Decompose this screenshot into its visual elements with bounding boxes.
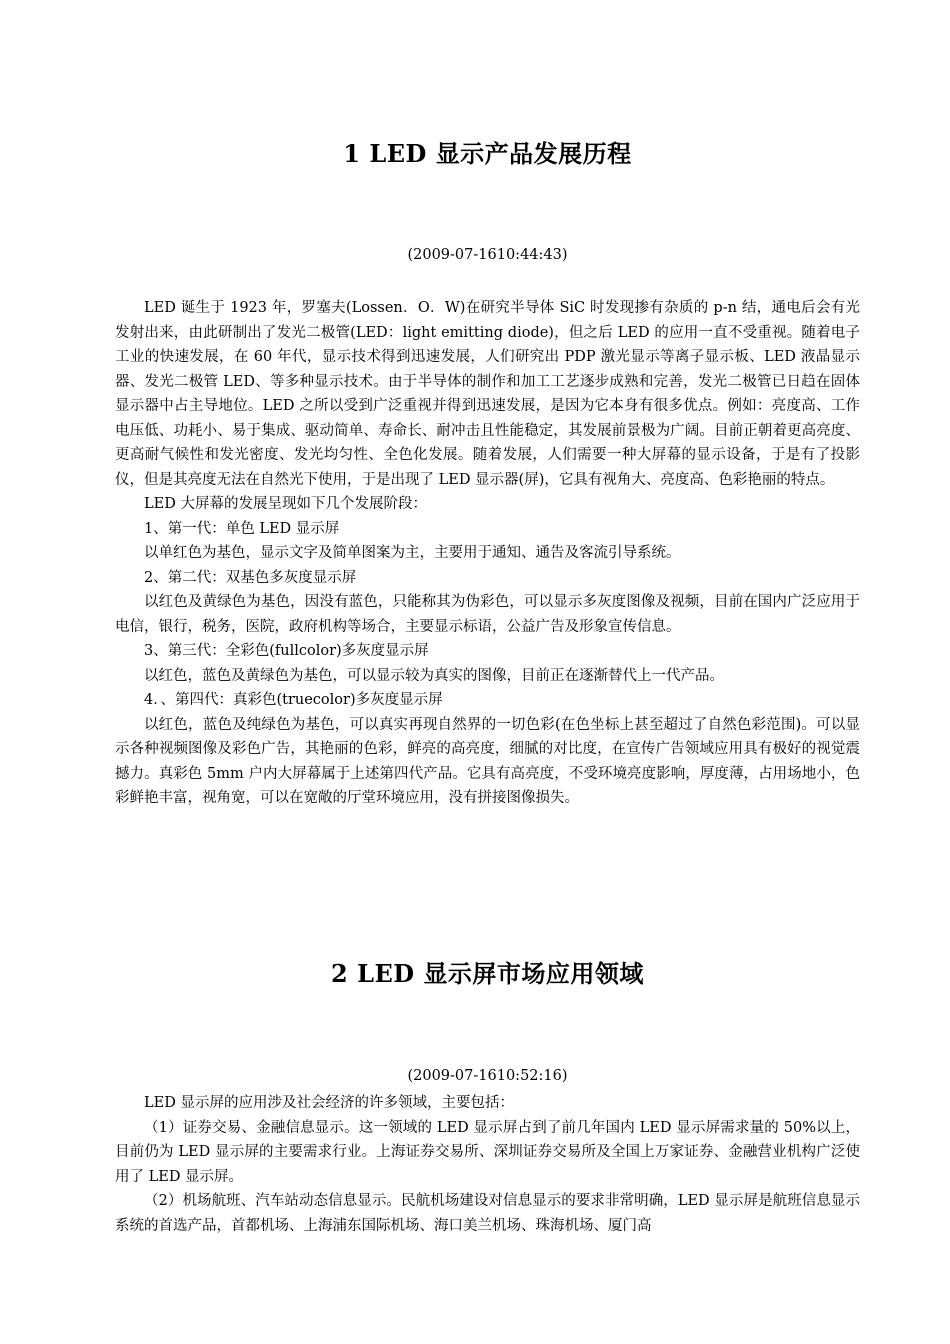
application-item-2: （2）机场航班、汽车站动态信息显示。民航机场建设对信息显示的要求非常明确，LED 显示屏是航班信息显示系统的首选产品，首都机场、上海浦东国际机场、海口美兰机场、珠海机场、厦门高 <box>115 1193 860 1234</box>
generation-4-description: 以红色，蓝色及纯绿色为基色，可以真实再现自然界的一切色彩(在色坐标上甚至超过了自然色彩范围)。可以显示各种视频图像及彩色广告，其艳丽的色彩，鲜亮的高亮度，细腻的对比度，在宣传广告领域应用具有极好的视觉震撼力。真彩色 5mm 户内大屏幕属于上述第四代产品。它具有高亮度，不受环境亮度影响，厚度薄，占用场地小，色彩鲜艳丰富，视角宽，可以在宽敞的厅堂环境应用，没有拼接图像损失。 <box>115 716 860 806</box>
generation-1-title: 1、第一代：单色 LED 显示屏 <box>144 520 340 537</box>
section-2-title: 2 LED 显示屏市场应用领域 <box>331 959 644 988</box>
section-1-body <box>115 296 860 811</box>
section-2-intro: LED 显示屏的应用涉及社会经济的许多领域，主要包括： <box>144 1095 514 1111</box>
section-1-title: 1 LED 显示产品发展历程 <box>343 139 632 168</box>
section-2-body <box>115 1091 860 1238</box>
section-2-date: (2009-07-1610:52:16) <box>407 1068 568 1084</box>
generation-3-title: 3、第三代：全彩色(fullcolor)多灰度显示屏 <box>144 643 429 659</box>
generation-2-title: 2、第二代：双基色多灰度显示屏 <box>144 569 357 586</box>
section-1-intro-paragraph: LED 诞生于 1923 年，罗塞夫(Lossen．O．W)在研究半导体 SiC 时发现掺有杂质的 p-n 结，通电后会有光发射出来，由此研制出了发光二极管(LED：light emitting diode)，但之后 LED 的应用一直不受重视。随着电子工业的快速发展，在 60 年代，显示技术得到迅速发展，人们研究出 PDP 激光显示等离子显示板、LED 液晶显示器、发光二极管 LED、等多种显示技术。由于半导体的制作和加工工艺逐步成熟和完善，发光二极管已日趋在固体显示器中占主导地位。LED 之所以受到广泛重视并得到迅速发展，是因为它本身有很多优点。例如：亮度高、工作电压低、功耗小、易于集成、驱动简单、寿命长、耐冲击且性能稳定，其发展前景极为广阔。目前正朝着更高亮度、更高耐气候性和发光密度、发光均匀性、全色化发展。随着发展，人们需要一种大屏幕的显示设备，于是有了投影仪，但是其亮度无法在自然光下使用，于是出现了 LED 显示器(屏)，它具有视角大、亮度高、色彩艳丽的特点。 <box>115 300 860 488</box>
generation-2-description: 以红色及黄绿色为基色，因没有蓝色，只能称其为伪彩色，可以显示多灰度图像及视频，目前在国内广泛应用于电信，银行，税务，医院，政府机构等场合，主要显示标语，公益广告及形象宣传信息。 <box>115 594 860 635</box>
section-1-date: (2009-07-1610:44:43) <box>407 247 568 263</box>
generation-4-title: 4．、第四代：真彩色(truecolor)多灰度显示屏 <box>144 692 443 708</box>
stages-intro: LED 大屏幕的发展呈现如下几个发展阶段： <box>144 496 427 512</box>
application-item-1: （1）证券交易、金融信息显示。这一领域的 LED 显示屏占到了前几年国内 LED 显示屏需求量的 50%以上，目前仍为 LED 显示屏的主要需求行业。上海证券交易所、深圳证券交易所及全国上万家证券、金融营业机构广泛使用了 LED 显示屏。 <box>115 1119 860 1185</box>
generation-1-description: 以单红色为基色，显示文字及简单图案为主，主要用于通知、通告及客流引导系统。 <box>144 545 681 561</box>
generation-3-description: 以红色，蓝色及黄绿色为基色，可以显示较为真实的图像，目前正在逐渐替代上一代产品。 <box>144 667 724 684</box>
